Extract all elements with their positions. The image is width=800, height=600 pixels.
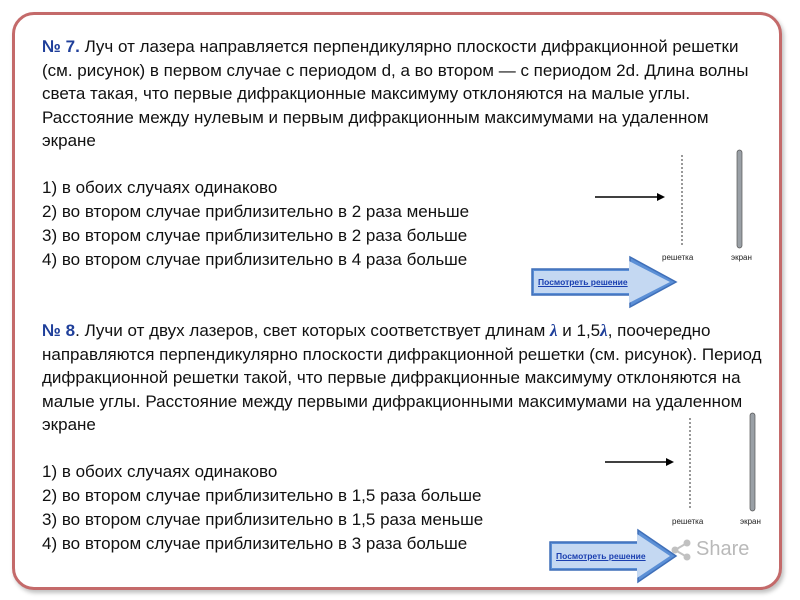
problem-8-figure bbox=[600, 410, 770, 518]
watermark-text: Share bbox=[696, 538, 750, 560]
arrow-head-icon bbox=[657, 193, 665, 201]
problem-8-option-3: 3) во втором случае приблизительно в 1,5 раза меньше bbox=[42, 510, 484, 529]
problem-7-option-2: 2) во втором случае приблизительно в 2 раза меньше bbox=[42, 202, 470, 221]
lambda-symbol-2: λ bbox=[600, 321, 608, 340]
problem-7-number: № 7. bbox=[42, 37, 80, 56]
problem-7-option-3: 3) во втором случае приблизительно в 2 раза больше bbox=[42, 226, 468, 245]
problem-7-text bbox=[42, 35, 762, 153]
screen-bar bbox=[737, 150, 742, 248]
share-watermark bbox=[670, 538, 749, 561]
arrow-head-icon-8 bbox=[666, 458, 674, 466]
problem-7-statement: Луч от лазера направляется перпендикулярно плоскости дифракционной решетки (см. рисунок) в первом случае с периодом d, а во втором — с периодом 2d. Длина волны света такая, что первые дифракционные максимуму отклоняются на малые углы. Расстояние между нулевым и первым дифракционным максимумами на удаленном экране bbox=[42, 37, 749, 150]
view-solution-label-8: Посмотреть решение bbox=[556, 551, 646, 561]
problem-8-statement-start: . Лучи от двух лазеров, свет которых соответствует длинам bbox=[75, 321, 551, 340]
problem-7-option-1: 1) в обоих случаях одинаково bbox=[42, 178, 278, 197]
problem-7-grating-label: решетка bbox=[662, 253, 694, 262]
lambda-symbol: λ bbox=[550, 321, 558, 340]
view-solution-button-7[interactable] bbox=[530, 255, 680, 310]
problem-8-statement-and: и 1,5 bbox=[557, 321, 601, 340]
problem-8-option-1: 1) в обоих случаях одинаково bbox=[42, 462, 278, 481]
problem-8-grating-label: решетка bbox=[672, 517, 704, 526]
screen-bar-8 bbox=[750, 413, 755, 511]
problem-7-options bbox=[42, 176, 469, 272]
problem-8-option-2: 2) во втором случае приблизительно в 1,5 раза больше bbox=[42, 486, 482, 505]
view-solution-label-7: Посмотреть решение bbox=[538, 277, 628, 287]
share-icon bbox=[670, 539, 692, 561]
problem-7-screen-label: экран bbox=[731, 253, 752, 262]
problem-8-number: № 8 bbox=[42, 321, 76, 340]
problem-8-screen-label: экран bbox=[740, 517, 761, 526]
problem-7-option-4: 4) во втором случае приблизительно в 4 раза больше bbox=[42, 250, 468, 269]
view-solution-button-8[interactable] bbox=[548, 528, 678, 584]
problem-7-figure bbox=[585, 145, 765, 255]
problem-8-option-4: 4) во втором случае приблизительно в 3 раза больше bbox=[42, 534, 468, 553]
problem-8-options bbox=[42, 460, 483, 556]
problem-8-statement-end: , поочередно направляются перпендикулярно плоскости дифракционной решетки (см. рисунок). Период дифракционной решетки такой, что первые дифракционные максимуму отклоняются на малые углы. Расстояние между первыми дифракционными максимумами на удаленном экране bbox=[42, 321, 762, 434]
